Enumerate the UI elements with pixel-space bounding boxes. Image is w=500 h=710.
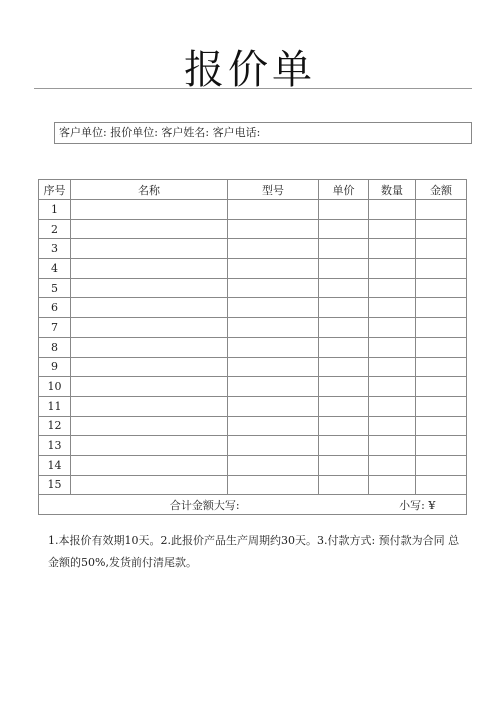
cell-amount[interactable] xyxy=(416,396,467,416)
cell-model[interactable] xyxy=(228,377,319,397)
cell-amount[interactable] xyxy=(416,337,467,357)
cell-model[interactable] xyxy=(228,239,319,259)
table-row xyxy=(39,219,467,239)
cell-unit-price[interactable] xyxy=(319,357,369,377)
table-row xyxy=(39,298,467,318)
customer-info-box xyxy=(54,122,472,144)
cell-name[interactable] xyxy=(71,259,228,279)
document-title: 报价单 xyxy=(184,47,316,93)
cell-unit-price[interactable] xyxy=(319,455,369,475)
cell-name[interactable] xyxy=(71,416,228,436)
cell-quantity[interactable] xyxy=(369,298,416,318)
cell-amount[interactable] xyxy=(416,239,467,259)
cell-name[interactable] xyxy=(71,298,228,318)
cell-name[interactable] xyxy=(71,357,228,377)
cell-index: 14 xyxy=(39,455,71,475)
table-row xyxy=(39,239,467,259)
cell-name[interactable] xyxy=(71,337,228,357)
cell-index: 11 xyxy=(39,396,71,416)
cell-amount[interactable] xyxy=(416,357,467,377)
cell-amount[interactable] xyxy=(416,200,467,220)
cell-index: 7 xyxy=(39,318,71,338)
cell-unit-price[interactable] xyxy=(319,416,369,436)
header-quantity: 数量 xyxy=(369,180,416,200)
table-row xyxy=(39,337,467,357)
cell-unit-price[interactable] xyxy=(319,337,369,357)
cell-index: 6 xyxy=(39,298,71,318)
cell-unit-price[interactable] xyxy=(319,239,369,259)
cell-amount[interactable] xyxy=(416,436,467,456)
cell-name[interactable] xyxy=(71,318,228,338)
table-row xyxy=(39,396,467,416)
cell-name[interactable] xyxy=(71,396,228,416)
cell-model[interactable] xyxy=(228,475,319,495)
total-uppercase-label: 合计金额大写: xyxy=(39,495,369,515)
cell-quantity[interactable] xyxy=(369,416,416,436)
cell-quantity[interactable] xyxy=(369,200,416,220)
table-row xyxy=(39,455,467,475)
header-index: 序号 xyxy=(39,180,71,200)
cell-quantity[interactable] xyxy=(369,377,416,397)
table-row xyxy=(39,436,467,456)
cell-quantity[interactable] xyxy=(369,337,416,357)
cell-amount[interactable] xyxy=(416,377,467,397)
cell-amount[interactable] xyxy=(416,475,467,495)
cell-amount[interactable] xyxy=(416,318,467,338)
table-row xyxy=(39,200,467,220)
cell-index: 2 xyxy=(39,219,71,239)
table-header-row xyxy=(39,180,467,200)
cell-model[interactable] xyxy=(228,396,319,416)
cell-amount[interactable] xyxy=(416,298,467,318)
cell-model[interactable] xyxy=(228,455,319,475)
cell-model[interactable] xyxy=(228,416,319,436)
cell-quantity[interactable] xyxy=(369,239,416,259)
header-amount: 金额 xyxy=(416,180,467,200)
total-row xyxy=(39,495,467,515)
cell-model[interactable] xyxy=(228,337,319,357)
cell-quantity[interactable] xyxy=(369,259,416,279)
cell-quantity[interactable] xyxy=(369,436,416,456)
cell-index: 15 xyxy=(39,475,71,495)
cell-quantity[interactable] xyxy=(369,357,416,377)
table-row xyxy=(39,416,467,436)
cell-name[interactable] xyxy=(71,239,228,259)
cell-index: 3 xyxy=(39,239,71,259)
cell-name[interactable] xyxy=(71,278,228,298)
header-unit-price: 单价 xyxy=(319,180,369,200)
header-name: 名称 xyxy=(71,180,228,200)
title-divider xyxy=(34,88,472,89)
terms-line-1: 1.本报价有效期10天。2.此报价产品生产周期约30天。3.付款方式: 预付款为合同 总 xyxy=(48,534,460,547)
cell-amount[interactable] xyxy=(416,278,467,298)
cell-name[interactable] xyxy=(71,455,228,475)
table-row xyxy=(39,377,467,397)
cell-amount[interactable] xyxy=(416,219,467,239)
cell-model[interactable] xyxy=(228,278,319,298)
table-row xyxy=(39,318,467,338)
cell-index: 1 xyxy=(39,200,71,220)
cell-index: 8 xyxy=(39,337,71,357)
cell-quantity[interactable] xyxy=(369,318,416,338)
cell-unit-price[interactable] xyxy=(319,396,369,416)
cell-model[interactable] xyxy=(228,298,319,318)
terms-line-2: 金额的50%,发货前付清尾款。 xyxy=(48,556,197,569)
cell-index: 10 xyxy=(39,377,71,397)
cell-quantity[interactable] xyxy=(369,455,416,475)
terms-notes xyxy=(48,530,468,574)
cell-unit-price[interactable] xyxy=(319,298,369,318)
cell-amount[interactable] xyxy=(416,455,467,475)
total-lowercase-label: 小写: ¥ xyxy=(369,495,467,515)
cell-index: 4 xyxy=(39,259,71,279)
cell-name[interactable] xyxy=(71,377,228,397)
cell-quantity[interactable] xyxy=(369,475,416,495)
cell-index: 5 xyxy=(39,278,71,298)
cell-model[interactable] xyxy=(228,219,319,239)
cell-name[interactable] xyxy=(71,219,228,239)
cell-model[interactable] xyxy=(228,436,319,456)
table-row xyxy=(39,357,467,377)
cell-unit-price[interactable] xyxy=(319,318,369,338)
cell-unit-price[interactable] xyxy=(319,259,369,279)
cell-name[interactable] xyxy=(71,200,228,220)
cell-name[interactable] xyxy=(71,475,228,495)
cell-model[interactable] xyxy=(228,200,319,220)
cell-amount[interactable] xyxy=(416,259,467,279)
cell-index: 12 xyxy=(39,416,71,436)
cell-model[interactable] xyxy=(228,318,319,338)
cell-model[interactable] xyxy=(228,259,319,279)
header-model: 型号 xyxy=(228,180,319,200)
table-row xyxy=(39,259,467,279)
cell-unit-price[interactable] xyxy=(319,436,369,456)
cell-unit-price[interactable] xyxy=(319,200,369,220)
cell-quantity[interactable] xyxy=(369,278,416,298)
cell-unit-price[interactable] xyxy=(319,377,369,397)
cell-amount[interactable] xyxy=(416,416,467,436)
cell-quantity[interactable] xyxy=(369,219,416,239)
table-row xyxy=(39,278,467,298)
cell-name[interactable] xyxy=(71,436,228,456)
cell-unit-price[interactable] xyxy=(319,219,369,239)
cell-index: 13 xyxy=(39,436,71,456)
cell-unit-price[interactable] xyxy=(319,475,369,495)
customer-info-text: 客户单位: 报价单位: 客户姓名: 客户电话: xyxy=(59,126,261,139)
cell-unit-price[interactable] xyxy=(319,278,369,298)
cell-quantity[interactable] xyxy=(369,396,416,416)
cell-index: 9 xyxy=(39,357,71,377)
quote-table xyxy=(38,179,467,515)
table-row xyxy=(39,475,467,495)
cell-model[interactable] xyxy=(228,357,319,377)
